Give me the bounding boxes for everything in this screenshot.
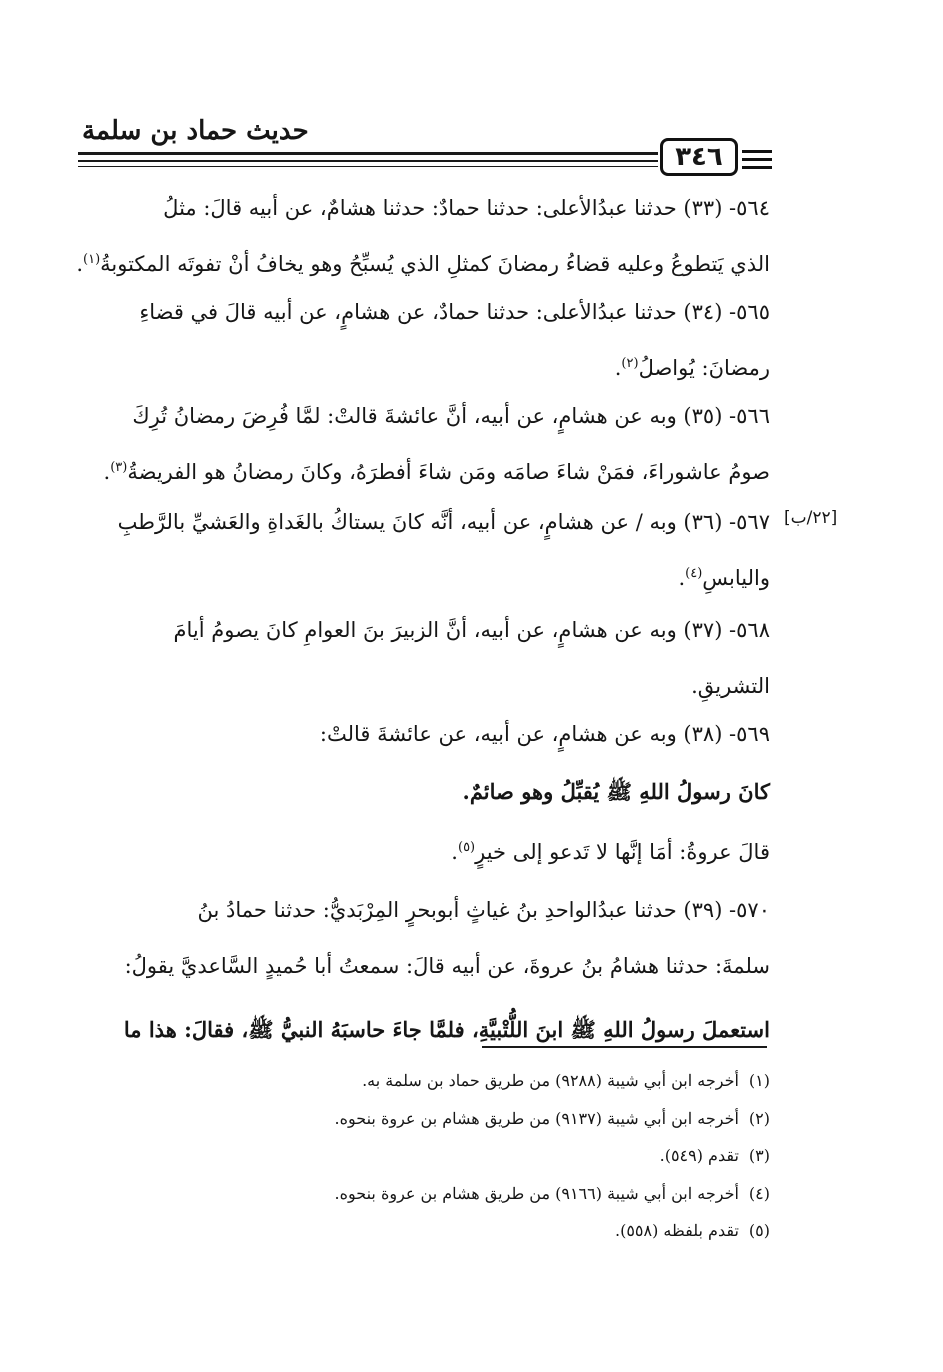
page-number: ٣٤٦ <box>660 138 738 176</box>
footnote-separator <box>482 1046 767 1048</box>
hadith-paragraph-565 <box>74 284 770 396</box>
manuscript-folio-marker: [٢٢/ب] <box>784 508 838 528</box>
paragraph-line: ٥٦٧- (٣٦) وبه / عن هشامٍ، عن أبيه، أنَّه كانَ يستاكُ بالغَداةِ والعَشيِّ بالرَّطبِ <box>117 510 770 534</box>
footnote-ref[interactable]: (٢) <box>621 356 639 371</box>
header-ornament <box>742 166 772 169</box>
paragraph-line: استعملَ رسولُ اللهِ ﷺ ابنَ اللُّتْبيَّةِ، فلمَّا جاءَ حاسبَهُ النبيُّ ﷺ، فقالَ: هذا ما <box>123 1017 770 1042</box>
header-rule <box>78 152 658 155</box>
paragraph-line: سلمةَ: حدثنا هشامُ بنُ عروةَ، عن أبيه قالَ: سمعتُ أبا حُميدٍ السَّاعديَّ يقولُ: <box>124 954 770 978</box>
paragraph-line: واليابسِ$^{(٤)}$. <box>678 566 770 590</box>
footnote-ref[interactable]: (٤) <box>685 566 703 581</box>
header-ornament <box>742 158 772 161</box>
paragraph-line: رمضانَ: يُواصلُ$^{(٢)}$. <box>614 356 770 380</box>
footnote-ref[interactable]: (٥) <box>457 840 476 855</box>
footnote-item: (١)أخرجه ابن أبي شيبة (٩٢٨٨) من طريق حماد بن سلمة به. <box>362 1071 770 1090</box>
hadith-569-intro: ٥٦٩- (٣٨) وبه عن هشامٍ، عن أبيه، عن عائشةَ قالتْ: <box>319 722 770 746</box>
hadith-paragraph-570 <box>74 882 770 1058</box>
hadith-569-text: كانَ رسولُ اللهِ ﷺ يُقبِّلُ وهو صائمٌ. <box>462 779 770 804</box>
hadith-paragraph-568 <box>74 602 770 714</box>
paragraph-line: ٥٦٤- (٣٣) حدثنا عبدُالأعلى: حدثنا حمادٌ: حدثنا هشامٌ، عن أبيه قالَ: مثلُ <box>163 196 770 220</box>
footnote-ref[interactable]: (١) <box>83 252 101 267</box>
paragraph-line: صومُ عاشوراءَ، فمَنْ شاءَ صامَه ومَن شاءَ أفطرَهُ، وكانَ رمضانُ هو الفريضةُ$^{(٣)}$. <box>103 460 770 484</box>
hadith-paragraph-566 <box>74 388 770 500</box>
paragraph-line: ٥٦٥- (٣٤) حدثنا عبدُالأعلى: حدثنا حمادٌ، عن هشامٍ، عن أبيه قالَ في قضاءِ <box>139 300 770 324</box>
footnote-item: (٤)أخرجه ابن أبي شيبة (٩١٦٦) من طريق هشام بن عروة بنحوه. <box>334 1183 770 1203</box>
header-ornament <box>742 150 772 153</box>
hadith-569-comment: قالَ عروةُ: أمَا إنَّها لا تَدعو إلى خيرٍ$^{(٥)}$. <box>451 840 770 864</box>
footnote-ref[interactable]: (٣) <box>110 460 128 475</box>
paragraph-line: ٥٧٠- (٣٩) حدثنا عبدُالواحدِ بنُ غياثٍ أبوبحرٍ المِرْبَديُّ: حدثنا حمادُ بنُ <box>197 898 770 922</box>
footnote-item: (٢)أخرجه ابن أبي شيبة (٩١٣٧) من طريق هشام بن عروة بنحوه. <box>334 1108 770 1128</box>
paragraph-line: الذي يَتطوعُ وعليه قضاءُ رمضانَ كمثلِ الذي يُسبِّحُ وهو يخافُ أنْ تفوتَه المكتوبةُ$^{(١)}$. <box>76 252 770 276</box>
hadith-paragraph-564 <box>74 180 770 292</box>
paragraph-line: ٥٦٦- (٣٥) وبه عن هشامٍ، عن أبيه، أنَّ عائشةَ قالتْ: لمَّا فُرِضَ رمضانُ تُرِكَ <box>132 404 770 428</box>
header-rule <box>78 166 658 167</box>
paragraph-line: ٥٦٨- (٣٧) وبه عن هشامٍ، عن أبيه، أنَّ الزبيرَ بنَ العوامِ كانَ يصومُ أيامَ <box>173 618 770 642</box>
footnote-item: (٣)تقدم (٥٤٩). <box>659 1146 770 1165</box>
running-title: حديث حماد بن سلمة <box>82 116 309 146</box>
header-rule <box>78 160 658 162</box>
paragraph-line: التشريقِ. <box>691 674 770 698</box>
footnote-item: (٥)تقدم بلفظه (٥٥٨). <box>614 1221 770 1240</box>
footnotes <box>74 1062 770 1250</box>
hadith-paragraph-567 <box>74 494 770 606</box>
